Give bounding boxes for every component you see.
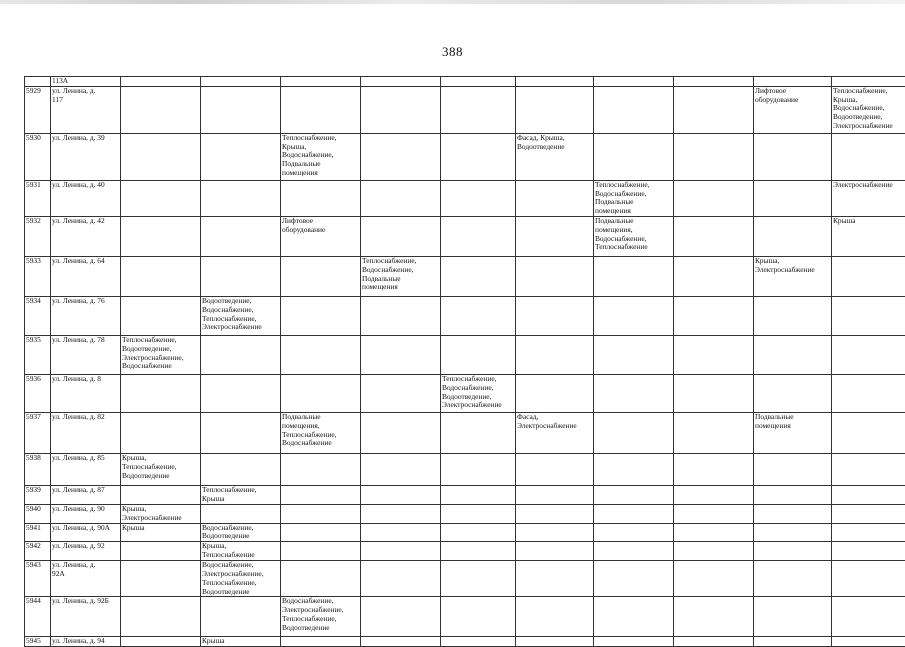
- address-cell: [51, 412, 121, 453]
- work-cell: [121, 453, 201, 485]
- work-text: Лифтовое оборудование: [755, 87, 830, 105]
- work-cell: [361, 523, 441, 542]
- work-cell: [361, 216, 441, 256]
- work-cell: [201, 335, 281, 374]
- page-number: 388: [0, 44, 905, 60]
- work-cell: [832, 296, 905, 335]
- register-table-body: [25, 77, 905, 647]
- work-text: Лифтовое оборудование: [282, 217, 359, 235]
- work-cell: [361, 504, 441, 523]
- work-cell: [594, 523, 674, 542]
- address-cell: [51, 77, 121, 87]
- address-text: ул. Ленина, д. 90А: [52, 524, 119, 533]
- work-cell: [594, 504, 674, 523]
- address-text: ул. Ленина, д. 92Б: [52, 597, 119, 606]
- address-text: ул. Ленина, д. 78: [52, 336, 119, 345]
- work-text: Теплоснабжение, Крыша, Водоснабжение, Подвальные помещения: [282, 134, 359, 178]
- work-cell: [201, 523, 281, 542]
- work-cell: [674, 133, 754, 180]
- work-cell: [281, 637, 361, 647]
- work-cell: [201, 412, 281, 453]
- work-cell: [754, 561, 832, 597]
- row-number: 5936: [25, 374, 51, 412]
- work-cell: [121, 374, 201, 412]
- work-cell: [674, 561, 754, 597]
- work-cell: [832, 133, 905, 180]
- work-cell: [441, 296, 516, 335]
- table-row: [25, 216, 905, 256]
- work-cell: [441, 485, 516, 504]
- work-cell: [201, 86, 281, 133]
- work-cell: [121, 77, 201, 87]
- address-cell: [51, 86, 121, 133]
- work-cell: [754, 485, 832, 504]
- scan-edge: [0, 0, 905, 4]
- work-text: Фасад, Крыша, Водоотведение: [517, 134, 592, 152]
- work-cell: [441, 180, 516, 216]
- table-row: [25, 180, 905, 216]
- work-cell: [674, 180, 754, 216]
- row-number: 5940: [25, 504, 51, 523]
- row-number: 5932: [25, 216, 51, 256]
- work-cell: [594, 637, 674, 647]
- address-cell: [51, 180, 121, 216]
- work-cell: [594, 180, 674, 216]
- address-cell: [51, 542, 121, 561]
- work-cell: [201, 542, 281, 561]
- address-cell: [51, 504, 121, 523]
- work-cell: [361, 561, 441, 597]
- work-cell: [594, 485, 674, 504]
- work-cell: [832, 180, 905, 216]
- work-cell: [441, 77, 516, 87]
- work-cell: [516, 256, 594, 296]
- row-number: 5945: [25, 637, 51, 647]
- register-table: [24, 76, 905, 647]
- work-cell: [754, 86, 832, 133]
- work-cell: [361, 637, 441, 647]
- work-cell: [516, 86, 594, 133]
- work-cell: [121, 256, 201, 296]
- work-cell: [516, 597, 594, 637]
- work-cell: [754, 133, 832, 180]
- work-cell: [674, 542, 754, 561]
- row-number: 5930: [25, 133, 51, 180]
- work-cell: [361, 542, 441, 561]
- work-text: Фасад, Электроснабжение: [517, 413, 592, 431]
- work-cell: [281, 180, 361, 216]
- work-text: Теплоснабжение, Крыша, Водоснабжение, Водоотведение, Электроснабжение: [833, 87, 904, 131]
- row-number: 5938: [25, 453, 51, 485]
- table-row: [25, 133, 905, 180]
- work-text: Крыша, Теплоснабжение, Водоотведение: [122, 454, 199, 480]
- row-number: 5941: [25, 523, 51, 542]
- work-cell: [674, 523, 754, 542]
- work-cell: [594, 374, 674, 412]
- address-cell: [51, 597, 121, 637]
- work-cell: [201, 637, 281, 647]
- work-text: Водоотведение, Водоснабжение, Теплоснабжение, Электроснабжение: [202, 297, 279, 332]
- work-cell: [594, 335, 674, 374]
- work-cell: [201, 77, 281, 87]
- work-cell: [441, 86, 516, 133]
- work-cell: [832, 523, 905, 542]
- work-cell: [441, 542, 516, 561]
- work-cell: [832, 216, 905, 256]
- row-number: 5943: [25, 561, 51, 597]
- work-cell: [121, 296, 201, 335]
- address-text: ул. Ленина, д. 82: [52, 413, 119, 422]
- work-cell: [121, 133, 201, 180]
- work-cell: [201, 561, 281, 597]
- table-row: [25, 374, 905, 412]
- work-cell: [594, 412, 674, 453]
- work-cell: [674, 216, 754, 256]
- row-number: 5939: [25, 485, 51, 504]
- row-number: 5934: [25, 296, 51, 335]
- work-cell: [441, 597, 516, 637]
- work-cell: [361, 485, 441, 504]
- work-text: Теплоснабжение, Крыша: [202, 486, 279, 504]
- work-cell: [201, 453, 281, 485]
- work-cell: [754, 216, 832, 256]
- address-cell: [51, 374, 121, 412]
- work-cell: [516, 637, 594, 647]
- work-cell: [674, 335, 754, 374]
- work-cell: [832, 637, 905, 647]
- table-row: [25, 77, 905, 87]
- work-cell: [516, 133, 594, 180]
- address-text: ул. Ленина, д. 92: [52, 542, 119, 551]
- work-cell: [754, 523, 832, 542]
- work-cell: [516, 296, 594, 335]
- work-cell: [516, 216, 594, 256]
- row-number: 5937: [25, 412, 51, 453]
- work-cell: [281, 523, 361, 542]
- work-cell: [441, 637, 516, 647]
- address-text: ул. Ленина, д. 64: [52, 257, 119, 266]
- work-text: Электроснабжение: [833, 181, 904, 190]
- work-cell: [674, 256, 754, 296]
- work-cell: [441, 256, 516, 296]
- work-text: Водоснабжение, Электроснабжение, Теплоснабжение, Водоотведение: [282, 597, 359, 632]
- work-cell: [281, 256, 361, 296]
- work-cell: [594, 597, 674, 637]
- work-text: Теплоснабжение, Водоснабжение, Подвальные помещения: [595, 181, 672, 216]
- work-cell: [832, 453, 905, 485]
- work-cell: [201, 133, 281, 180]
- work-cell: [832, 561, 905, 597]
- work-cell: [674, 374, 754, 412]
- address-cell: [51, 453, 121, 485]
- work-cell: [121, 637, 201, 647]
- work-cell: [674, 453, 754, 485]
- work-cell: [121, 597, 201, 637]
- work-cell: [754, 256, 832, 296]
- table-row: [25, 637, 905, 647]
- work-cell: [594, 256, 674, 296]
- work-cell: [594, 86, 674, 133]
- work-cell: [121, 216, 201, 256]
- table-row: [25, 256, 905, 296]
- address-cell: [51, 523, 121, 542]
- work-cell: [832, 412, 905, 453]
- address-cell: [51, 561, 121, 597]
- work-text: Водоснабжение, Электроснабжение, Теплоснабжение, Водоотведение: [202, 561, 279, 596]
- work-cell: [281, 216, 361, 256]
- address-cell: [51, 637, 121, 647]
- work-text: Подвальные помещения, Теплоснабжение, Водоснабжение: [282, 413, 359, 448]
- work-cell: [516, 504, 594, 523]
- row-number: 5942: [25, 542, 51, 561]
- work-cell: [516, 453, 594, 485]
- table-row: [25, 485, 905, 504]
- work-cell: [361, 133, 441, 180]
- work-cell: [754, 504, 832, 523]
- work-cell: [281, 296, 361, 335]
- work-cell: [281, 412, 361, 453]
- address-text: ул. Ленина, д. 85: [52, 454, 119, 463]
- work-cell: [281, 597, 361, 637]
- work-text: Крыша: [202, 637, 279, 646]
- work-cell: [674, 485, 754, 504]
- work-text: Водоснабжение, Водоотведение: [202, 524, 279, 542]
- work-cell: [121, 542, 201, 561]
- work-cell: [361, 77, 441, 87]
- work-cell: [754, 374, 832, 412]
- work-text: Подвальные помещения, Водоснабжение, Теплоснабжение: [595, 217, 672, 252]
- work-cell: [754, 453, 832, 485]
- address-text: ул. Ленина, д. 94: [52, 637, 119, 646]
- work-cell: [832, 256, 905, 296]
- work-cell: [441, 335, 516, 374]
- work-text: Теплоснабжение, Водоснабжение, Подвальные помещения: [362, 257, 439, 292]
- work-cell: [201, 485, 281, 504]
- work-cell: [281, 86, 361, 133]
- work-cell: [754, 412, 832, 453]
- address-text: ул. Ленина, д. 40: [52, 181, 119, 190]
- work-cell: [674, 637, 754, 647]
- work-cell: [832, 335, 905, 374]
- work-cell: [281, 542, 361, 561]
- work-text: Теплоснабжение, Водоснабжение, Водоотведение, Электроснабжение: [442, 375, 514, 410]
- work-cell: [121, 335, 201, 374]
- work-cell: [594, 561, 674, 597]
- work-cell: [361, 256, 441, 296]
- address-text: ул. Ленина, д. 8: [52, 375, 119, 384]
- work-cell: [121, 485, 201, 504]
- work-cell: [201, 597, 281, 637]
- work-cell: [361, 335, 441, 374]
- work-cell: [594, 216, 674, 256]
- work-cell: [441, 412, 516, 453]
- address-text: ул. Ленина, д. 42: [52, 217, 119, 226]
- address-text: ул. Ленина, д. 92А: [52, 561, 119, 579]
- address-text: ул. Ленина, д. 39: [52, 134, 119, 143]
- work-cell: [516, 485, 594, 504]
- table-row: [25, 504, 905, 523]
- work-cell: [832, 86, 905, 133]
- work-cell: [441, 561, 516, 597]
- address-cell: [51, 485, 121, 504]
- work-cell: [516, 523, 594, 542]
- table-row: [25, 597, 905, 637]
- work-cell: [516, 180, 594, 216]
- work-cell: [361, 374, 441, 412]
- table-row: [25, 412, 905, 453]
- work-cell: [754, 637, 832, 647]
- work-cell: [516, 542, 594, 561]
- table-row: [25, 542, 905, 561]
- work-cell: [832, 374, 905, 412]
- work-cell: [201, 256, 281, 296]
- work-cell: [594, 133, 674, 180]
- work-cell: [674, 86, 754, 133]
- address-cell: [51, 216, 121, 256]
- work-cell: [754, 542, 832, 561]
- address-text: ул. Ленина, д. 117: [52, 87, 119, 105]
- address-text: 113А: [52, 77, 119, 86]
- work-cell: [832, 77, 905, 87]
- row-number: 5929: [25, 86, 51, 133]
- address-cell: [51, 296, 121, 335]
- table-row: [25, 523, 905, 542]
- work-cell: [674, 412, 754, 453]
- address-text: ул. Ленина, д. 90: [52, 505, 119, 514]
- work-cell: [441, 216, 516, 256]
- work-cell: [594, 453, 674, 485]
- work-cell: [674, 296, 754, 335]
- work-cell: [674, 77, 754, 87]
- work-cell: [594, 296, 674, 335]
- address-cell: [51, 335, 121, 374]
- work-cell: [281, 133, 361, 180]
- work-cell: [361, 86, 441, 133]
- work-cell: [361, 412, 441, 453]
- work-cell: [121, 86, 201, 133]
- work-cell: [754, 77, 832, 87]
- row-number: 5944: [25, 597, 51, 637]
- work-cell: [832, 485, 905, 504]
- address-cell: [51, 133, 121, 180]
- work-text: Крыша, Электроснабжение: [122, 505, 199, 523]
- work-text: Крыша, Электроснабжение: [755, 257, 830, 275]
- work-cell: [201, 504, 281, 523]
- work-cell: [281, 374, 361, 412]
- row-number: 5931: [25, 180, 51, 216]
- work-cell: [441, 374, 516, 412]
- work-text: Крыша, Теплоснабжение: [202, 542, 279, 560]
- work-cell: [121, 412, 201, 453]
- work-cell: [201, 296, 281, 335]
- row-number: 5933: [25, 256, 51, 296]
- work-text: Крыша: [122, 524, 199, 533]
- work-cell: [361, 453, 441, 485]
- work-cell: [201, 180, 281, 216]
- work-text: Подвальные помещения: [755, 413, 830, 431]
- table-row: [25, 335, 905, 374]
- work-cell: [594, 542, 674, 561]
- row-number: 5935: [25, 335, 51, 374]
- work-cell: [754, 335, 832, 374]
- work-cell: [281, 485, 361, 504]
- work-cell: [281, 561, 361, 597]
- work-cell: [281, 453, 361, 485]
- work-cell: [832, 504, 905, 523]
- work-cell: [516, 77, 594, 87]
- work-text: Теплоснабжение, Водоотведение, Электроснабжение, Водоснабжение: [122, 336, 199, 371]
- work-cell: [594, 77, 674, 87]
- work-cell: [361, 597, 441, 637]
- work-cell: [674, 597, 754, 637]
- work-cell: [441, 133, 516, 180]
- work-cell: [361, 296, 441, 335]
- work-cell: [121, 561, 201, 597]
- address-text: ул. Ленина, д. 87: [52, 486, 119, 495]
- work-cell: [281, 335, 361, 374]
- work-cell: [674, 504, 754, 523]
- work-cell: [121, 523, 201, 542]
- work-cell: [754, 296, 832, 335]
- work-cell: [441, 504, 516, 523]
- work-cell: [516, 412, 594, 453]
- work-cell: [516, 374, 594, 412]
- work-cell: [754, 597, 832, 637]
- work-cell: [201, 374, 281, 412]
- work-cell: [832, 597, 905, 637]
- work-cell: [121, 504, 201, 523]
- row-number: [25, 77, 51, 87]
- work-cell: [754, 180, 832, 216]
- work-cell: [516, 561, 594, 597]
- work-cell: [832, 542, 905, 561]
- table-row: [25, 86, 905, 133]
- work-cell: [281, 77, 361, 87]
- work-cell: [441, 523, 516, 542]
- work-cell: [201, 216, 281, 256]
- work-cell: [281, 504, 361, 523]
- address-text: ул. Ленина, д. 76: [52, 297, 119, 306]
- table-row: [25, 561, 905, 597]
- address-cell: [51, 256, 121, 296]
- work-cell: [516, 335, 594, 374]
- table-row: [25, 296, 905, 335]
- work-text: Крыша: [833, 217, 904, 226]
- work-cell: [361, 180, 441, 216]
- work-cell: [441, 453, 516, 485]
- work-cell: [121, 180, 201, 216]
- table-row: [25, 453, 905, 485]
